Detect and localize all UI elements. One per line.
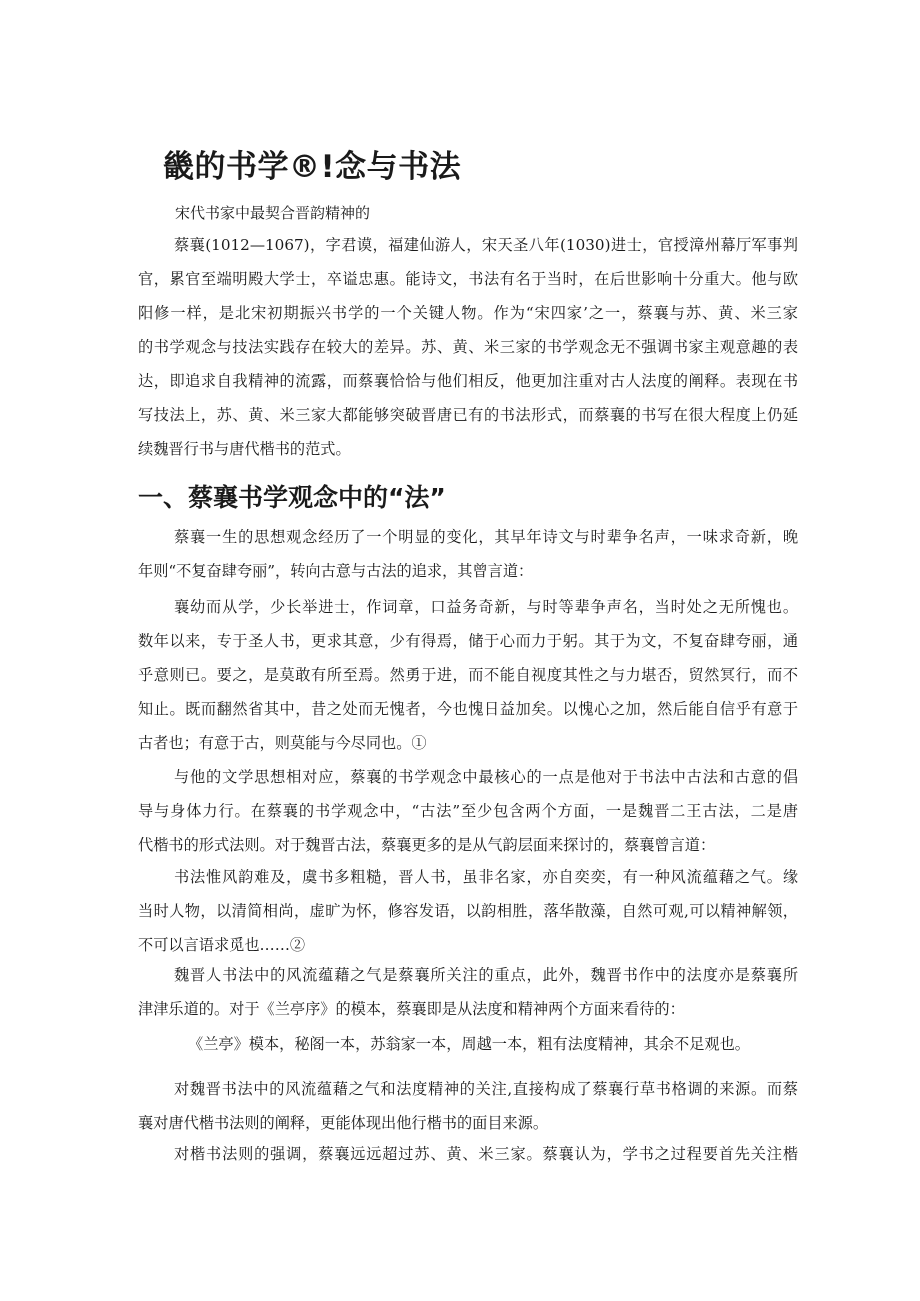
text-line: 阳修一样，是北宋初期振兴书学的一个关键人物。作为“宋四家’之一，蔡襄与苏、黄、米三家 [138,304,798,322]
text-line: 襄幼而从学，少长举进士，作词章，口益务奇新，与时等辈争声名，当时处之无所愧也。 [174,598,798,616]
text-line: 书法惟风韵难及，虞书多粗糙，晋人书，虽非名家，亦自奕奕，有一种风流蕴藉之气。缘 [174,868,798,886]
section-heading: 一、蔡襄书学观念中的“法” [138,483,446,512]
text-line: 数年以来，专于圣人书，更求其意，少有得焉，储于心而力于躬。其于为文，不复奋肆夸丽，通 [138,632,798,650]
quotation-block [138,860,798,962]
text-line: 写技法上，苏、黄、米三家大都能够突破晋唐已有的书法形式，而蔡襄的书写在很大程度上仍延 [138,406,798,424]
text-line: 当时人物，以清简相尚，虚旷为怀，修容发语，以韵相胜，落华散藻，自然可观,可以精神解领， [138,902,798,920]
text-line: 代楷书的形式法则。对于魏晋古法，蔡襄更多的是从气韵层面来探讨的，蔡襄曾言道： [138,836,716,854]
text-line: 知止。既而翻然省其中，昔之处而无愧者，今也愧日益加矣。以愧心之加，然后能自信乎有意于 [138,700,798,718]
text-line: 古者也；有意于古，则莫能与今尽同也。① [138,734,427,752]
quotation-block [138,1027,798,1061]
paragraph [138,1137,798,1171]
paragraph [138,760,798,862]
text-line: 蔡襄(1012—1067)，字君谟，福建仙游人，宋天圣八年(1030)进士，官授漳州幕厅军事判 [174,236,798,254]
paragraph [138,958,798,1026]
paragraph-intro [138,228,798,466]
text-line: 魏晋人书法中的风流蕴藉之气是蔡襄所关注的重点，此外，魏晋书作中的法度亦是蔡襄所 [174,966,798,984]
text-line: 乎意则已。要之，是莫敢有所至焉。然勇于进，而不能自视度其性之与力堪否，贸然冥行，而不 [138,666,798,684]
document-subtitle: 宋代书家中最契合晋韵精神的 [175,204,371,222]
paragraph [138,1072,798,1140]
text-line: 对魏晋书法中的风流蕴藉之气和法度精神的关注,直接构成了蔡襄行草书格调的来源。而蔡 [174,1080,798,1098]
text-line: 达，即追求自我精神的流露，而蔡襄恰恰与他们相反，他更加注重对古人法度的阐释。表现在书 [138,372,798,390]
text-line: 蔡襄一生的思想观念经历了一个明显的变化，其早年诗文与时辈争名声，一味求奇新，晚 [174,528,798,546]
text-line: 津津乐道的。对于《兰亭序》的模本，蔡襄即是从法度和精神两个方面来看待的： [138,1000,685,1018]
document-title: 畿的书学®!念与书法 [163,149,462,185]
text-line: 与他的文学思想相对应，蔡襄的书学观念中最核心的一点是他对于书法中古法和古意的倡 [174,768,798,786]
quotation-block [138,590,798,760]
text-line: 的书学观念与技法实践存在较大的差异。苏、黄、米三家的书学观念无不强调书家主观意趣的表 [138,338,798,356]
text-line: 襄对唐代楷书法则的阐释，更能体现出他行楷书的面目来源。 [138,1114,549,1132]
paragraph [138,520,798,588]
text-line: 《兰亭》模本，秘阁一本，苏翁家一本，周越一本，粗有法度精神，其余不足观也。 [188,1035,750,1053]
text-line: 导与身体力行。在蔡襄的书学观念中，“古法”至少包含两个方面，一是魏晋二王古法，二是唐 [138,802,798,820]
text-line: 续魏晋行书与唐代楷书的范式。 [138,440,351,458]
text-line: 对楷书法则的强调，蔡襄远远超过苏、黄、米三家。蔡襄认为，学书之过程要首先关注楷 [174,1145,798,1163]
text-line: 不可以言语求觅也……② [138,936,306,954]
text-line: 官，累官至端明殿大学士，卒谥忠惠。能诗文，书法有名于当时，在后世影响十分重大。他与欧 [138,270,798,288]
text-line: 年则“不复奋肆夸丽”，转向古意与古法的追求，其曾言道： [138,562,534,580]
